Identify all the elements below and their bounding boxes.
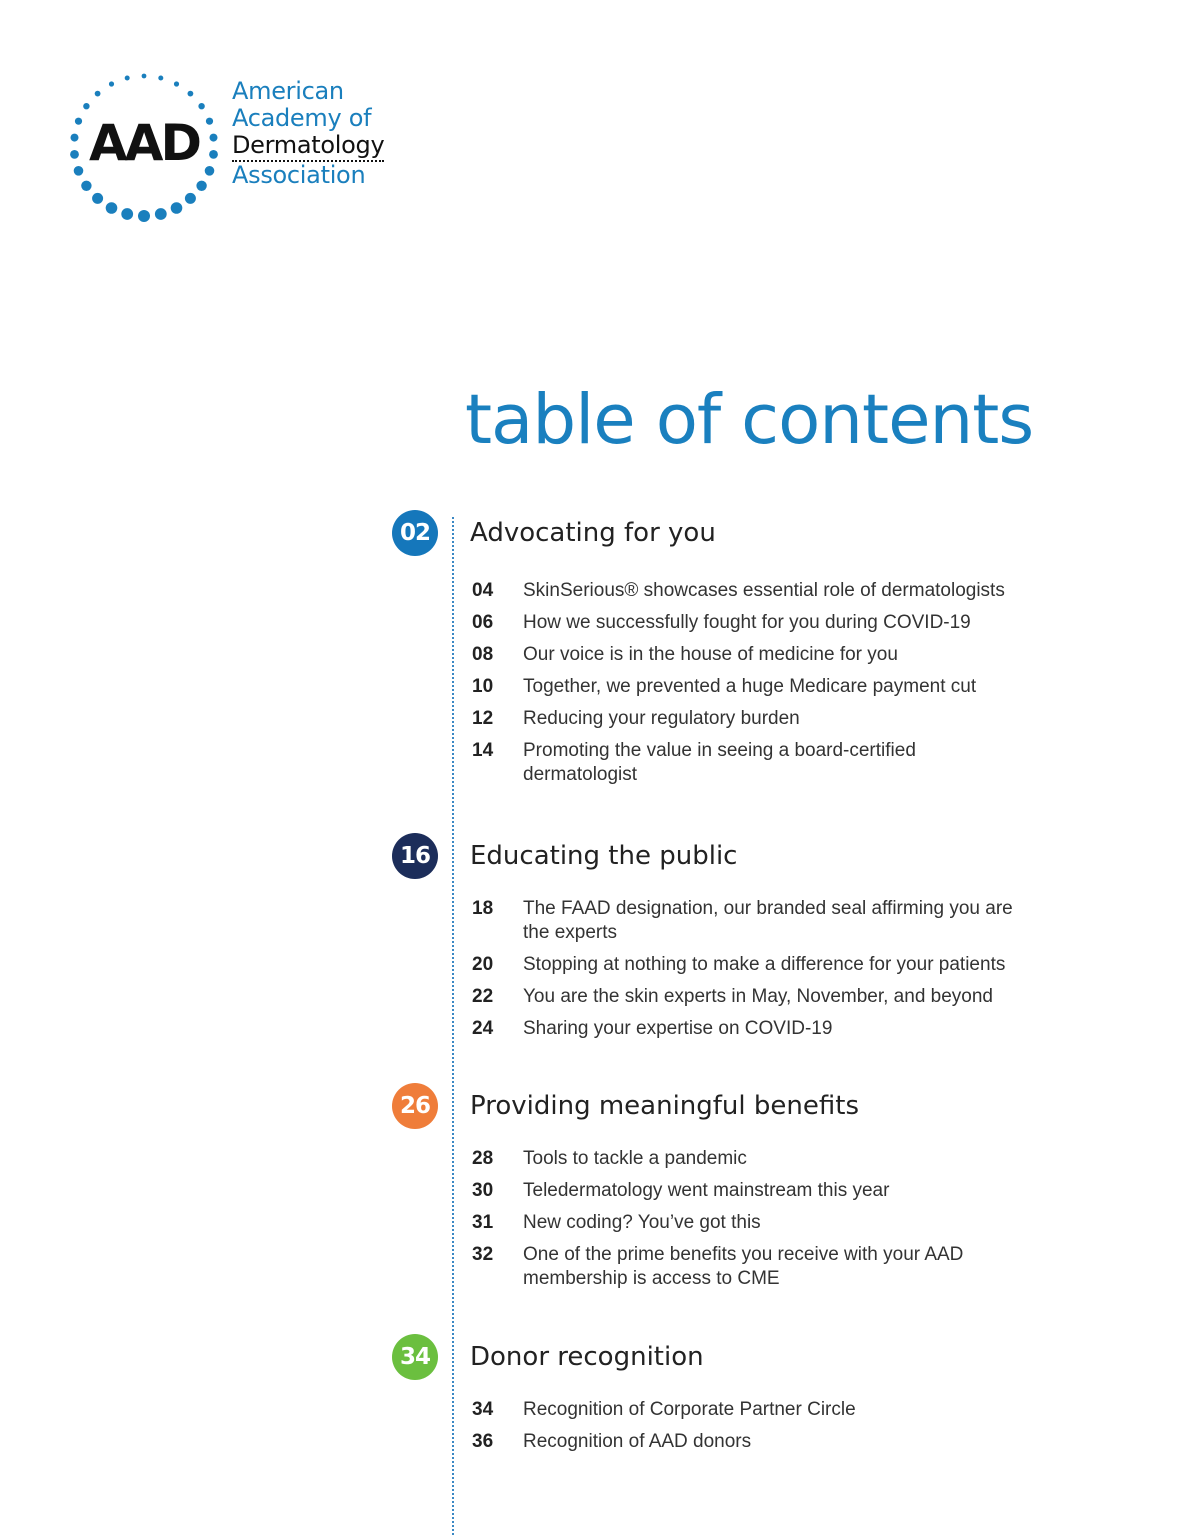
toc-entry[interactable] [472,579,1032,603]
toc-entry[interactable] [472,897,1032,945]
toc-entry[interactable] [472,1147,1032,1171]
entry-page-number: 04 [472,580,494,601]
toc-entry[interactable] [472,1398,1032,1422]
logo-wordmark [232,78,384,189]
logo-line-4: Association [232,161,366,189]
toc-entry[interactable] [472,707,1032,731]
entry-title: How we successfully fought for you during COVID-19 [523,612,971,633]
entry-title: New coding? You’ve got this [523,1212,761,1233]
toc-entry[interactable] [472,611,1032,635]
section-title: Providing meaningful benefits [470,1091,859,1121]
section-items [472,897,1032,1049]
entry-title: Stopping at nothing to make a difference for your patients [523,954,1006,975]
entry-page-number: 36 [472,1431,494,1452]
toc-entry[interactable] [472,1179,1032,1203]
entry-page-number: 06 [472,612,494,633]
entry-page-number: 32 [472,1244,494,1265]
entry-title: Our voice is in the house of medicine for you [523,644,898,665]
toc-entry[interactable] [472,1430,1032,1454]
entry-page-number: 18 [472,898,494,919]
entry-page-number: 22 [472,986,494,1007]
toc-entry[interactable] [472,985,1032,1009]
entry-title: SkinSerious® showcases essential role of dermatologists [523,580,1005,601]
section-title: Advocating for you [470,518,716,548]
entry-page-number: 34 [472,1399,494,1420]
entry-page-number: 10 [472,676,494,697]
section-page-badge: 26 [392,1083,438,1129]
entry-title: One of the prime benefits you receive with your AAD membership is access to CME [523,1244,964,1289]
section-page-badge: 16 [392,833,438,879]
page-title: table of contents [465,380,1034,460]
section-title: Donor recognition [470,1342,704,1372]
logo-line-2: Academy of [232,104,372,132]
toc-entry[interactable] [472,1017,1032,1041]
section-title: Educating the public [470,841,738,871]
entry-title: Recognition of Corporate Partner Circle [523,1399,856,1420]
section-items [472,1398,1032,1462]
section-items [472,579,1032,795]
toc-entry[interactable] [472,739,1032,787]
section-page-badge: 02 [392,510,438,556]
entry-title: Sharing your expertise on COVID-19 [523,1018,833,1039]
entry-title: Tools to tackle a pandemic [523,1148,747,1169]
dotted-divider [452,517,454,1535]
entry-page-number: 24 [472,1018,494,1039]
entry-page-number: 30 [472,1180,494,1201]
toc-entry[interactable] [472,1243,1032,1291]
entry-title: Together, we prevented a huge Medicare payment cut [523,676,977,697]
entry-title: The FAAD designation, our branded seal affirming you are the experts [523,898,1013,943]
entry-title: You are the skin experts in May, November, and beyond [523,986,993,1007]
entry-page-number: 12 [472,708,494,729]
entry-title: Teledermatology went mainstream this year [523,1180,890,1201]
aad-dots-ring-icon [60,62,230,232]
entry-title: Reducing your regulatory burden [523,708,800,729]
section-page-badge: 34 [392,1334,438,1380]
aad-logo [60,62,420,232]
toc-entry[interactable] [472,675,1032,699]
aad-mark: AAD [89,114,199,172]
entry-page-number: 28 [472,1148,494,1169]
logo-line-1: American [232,77,344,105]
toc-entry[interactable] [472,953,1032,977]
toc-entry[interactable] [472,643,1032,667]
section-items [472,1147,1032,1299]
toc-entry[interactable] [472,1211,1032,1235]
entry-page-number: 08 [472,644,494,665]
entry-page-number: 31 [472,1212,494,1233]
entry-page-number: 20 [472,954,494,975]
entry-title: Promoting the value in seeing a board-certified dermatologist [523,740,916,785]
logo-line-3: Dermatology [232,132,384,162]
entry-page-number: 14 [472,740,494,761]
entry-title: Recognition of AAD donors [523,1431,752,1452]
